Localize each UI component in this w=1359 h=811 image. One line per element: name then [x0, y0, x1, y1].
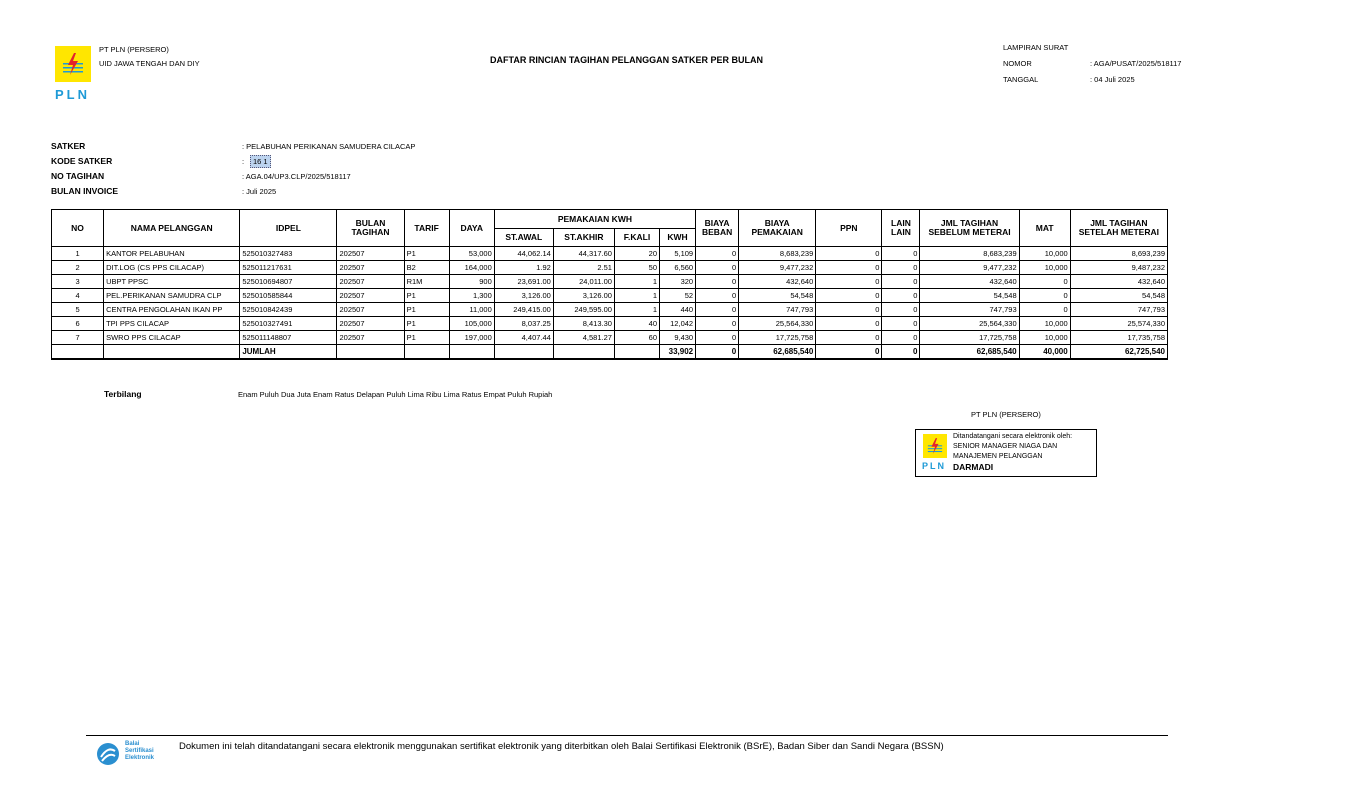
total-cell-empty — [337, 345, 404, 360]
signature-pln-logo-text: PLN — [922, 461, 946, 471]
cell-no: 6 — [52, 317, 104, 331]
satker-label: SATKER — [51, 141, 86, 151]
cell-tarif: P1 — [404, 331, 449, 345]
company-unit: UID JAWA TENGAH DAN DIY — [99, 59, 200, 68]
cell-biaya-beban: 0 — [696, 261, 739, 275]
cell-ppn: 0 — [816, 261, 882, 275]
cell-st-akhir: 8,413.30 — [553, 317, 614, 331]
total-jml-setelah: 62,725,540 — [1070, 345, 1167, 360]
cell-st-akhir: 249,595.00 — [553, 303, 614, 317]
signature-pln-logo-icon — [923, 434, 947, 458]
cell-st-akhir: 2.51 — [553, 261, 614, 275]
cell-daya: 53,000 — [449, 247, 494, 261]
signature-box — [915, 429, 1097, 477]
cell-bulan-tagihan: 202507 — [337, 317, 404, 331]
cell-idpel: 525011148807 — [240, 331, 337, 345]
cell-st-awal: 4,407.44 — [494, 331, 553, 345]
cell-st-akhir: 44,317.60 — [553, 247, 614, 261]
cell-bulan-tagihan: 202507 — [337, 303, 404, 317]
cell-biaya-pemakaian: 432,640 — [739, 275, 816, 289]
bsre-logo-line-1: Balai — [125, 741, 140, 747]
cell-kwh: 52 — [660, 289, 696, 303]
cell-mat: 0 — [1019, 289, 1070, 303]
cell-biaya-pemakaian: 25,564,330 — [739, 317, 816, 331]
cell-lain-lain: 0 — [882, 331, 920, 345]
header-jml-setelah-meterai: JML TAGIHAN SETELAH METERAI — [1070, 210, 1167, 247]
cell-bulan-tagihan: 202507 — [337, 261, 404, 275]
cell-daya: 164,000 — [449, 261, 494, 275]
cell-f-kali: 50 — [614, 261, 659, 275]
cell-kwh: 440 — [660, 303, 696, 317]
nomor-label: NOMOR — [1003, 59, 1032, 68]
cell-st-awal: 1.92 — [494, 261, 553, 275]
cell-idpel: 525011217631 — [240, 261, 337, 275]
signature-line-2: SENIOR MANAGER NIAGA DAN — [953, 443, 1058, 450]
cell-lain-lain: 0 — [882, 261, 920, 275]
cell-tarif: P1 — [404, 317, 449, 331]
table-row — [52, 275, 1168, 289]
cell-kwh: 6,560 — [660, 261, 696, 275]
total-label: JUMLAH — [240, 345, 337, 360]
no-tagihan-value: : AGA.04/UP3.CLP/2025/518117 — [242, 172, 351, 181]
terbilang-label: Terbilang — [104, 389, 142, 399]
cell-no: 5 — [52, 303, 104, 317]
pln-logo-text: PLN — [55, 87, 90, 102]
header-st-awal: ST.AWAL — [494, 229, 553, 247]
cell-idpel: 525010585844 — [240, 289, 337, 303]
cell-no: 4 — [52, 289, 104, 303]
cell-idpel: 525010327491 — [240, 317, 337, 331]
total-cell-empty — [553, 345, 614, 360]
cell-bulan-tagihan: 202507 — [337, 331, 404, 345]
cell-jml-sebelum: 54,548 — [920, 289, 1019, 303]
cell-daya: 105,000 — [449, 317, 494, 331]
cell-jml-setelah: 747,793 — [1070, 303, 1167, 317]
bsre-logo — [96, 741, 166, 767]
cell-st-awal: 23,691.00 — [494, 275, 553, 289]
header-lain-lain: LAIN LAIN — [882, 210, 920, 247]
billing-table — [51, 209, 1168, 360]
cell-lain-lain: 0 — [882, 275, 920, 289]
kode-satker-prefix: : — [242, 157, 245, 166]
cell-tarif: R1M — [404, 275, 449, 289]
cell-ppn: 0 — [816, 303, 882, 317]
cell-f-kali: 20 — [614, 247, 659, 261]
cell-biaya-pemakaian: 9,477,232 — [739, 261, 816, 275]
footer-statement: Dokumen ini telah ditandatangani secara elektronik menggunakan sertifikat elektronik yang diterbitkan oleh Balai Sertifikasi Elektronik (BSrE), Badan Siber dan Sandi Negara (BSSN) — [179, 741, 944, 752]
cell-biaya-beban: 0 — [696, 317, 739, 331]
cell-nama-pelanggan: CENTRA PENGOLAHAN IKAN PP — [104, 303, 240, 317]
cell-f-kali: 40 — [614, 317, 659, 331]
cell-biaya-beban: 0 — [696, 303, 739, 317]
table-row — [52, 247, 1168, 261]
cell-kwh: 9,430 — [660, 331, 696, 345]
cell-ppn: 0 — [816, 275, 882, 289]
cell-lain-lain: 0 — [882, 317, 920, 331]
table-row — [52, 331, 1168, 345]
cell-ppn: 0 — [816, 247, 882, 261]
tanggal-label: TANGGAL — [1003, 75, 1039, 84]
cell-daya: 1,300 — [449, 289, 494, 303]
kode-satker-label: KODE SATKER — [51, 156, 113, 166]
cell-tarif: P1 — [404, 247, 449, 261]
pln-logo — [55, 46, 91, 102]
total-cell-empty — [494, 345, 553, 360]
total-biaya-pemakaian: 62,685,540 — [739, 345, 816, 360]
cell-jml-setelah: 17,735,758 — [1070, 331, 1167, 345]
cell-mat: 0 — [1019, 303, 1070, 317]
total-biaya-beban: 0 — [696, 345, 739, 360]
cell-bulan-tagihan: 202507 — [337, 275, 404, 289]
cell-bulan-tagihan: 202507 — [337, 289, 404, 303]
cell-bulan-tagihan: 202507 — [337, 247, 404, 261]
cell-biaya-beban: 0 — [696, 275, 739, 289]
header-jml-sebelum-meterai: JML TAGIHAN SEBELUM METERAI — [920, 210, 1019, 247]
attachment-label: LAMPIRAN SURAT — [1003, 43, 1069, 52]
header-no: NO — [52, 210, 104, 247]
document-title: DAFTAR RINCIAN TAGIHAN PELANGGAN SATKER PER BULAN — [490, 55, 763, 65]
header-biaya-beban: BIAYA BEBAN — [696, 210, 739, 247]
header-biaya-pemakaian: BIAYA PEMAKAIAN — [739, 210, 816, 247]
table-row — [52, 261, 1168, 275]
cell-st-akhir: 3,126.00 — [553, 289, 614, 303]
header-mat: MAT — [1019, 210, 1070, 247]
header-daya: DAYA — [449, 210, 494, 247]
cell-no: 1 — [52, 247, 104, 261]
cell-kwh: 5,109 — [660, 247, 696, 261]
total-cell-empty — [404, 345, 449, 360]
cell-f-kali: 1 — [614, 289, 659, 303]
nomor-value: : AGA/PUSAT/2025/518117 — [1090, 59, 1182, 68]
cell-lain-lain: 0 — [882, 247, 920, 261]
header-idpel: IDPEL — [240, 210, 337, 247]
cell-jml-setelah: 25,574,330 — [1070, 317, 1167, 331]
company-name: PT PLN (PERSERO) — [99, 45, 169, 54]
total-lain-lain: 0 — [882, 345, 920, 360]
cell-no: 3 — [52, 275, 104, 289]
signature-company: PT PLN (PERSERO) — [971, 410, 1041, 419]
cell-st-akhir: 24,011.00 — [553, 275, 614, 289]
table-row — [52, 317, 1168, 331]
footer-divider — [86, 735, 1168, 736]
cell-jml-sebelum: 25,564,330 — [920, 317, 1019, 331]
table-row — [52, 289, 1168, 303]
cell-jml-setelah: 8,693,239 — [1070, 247, 1167, 261]
cell-biaya-beban: 0 — [696, 331, 739, 345]
cell-f-kali: 1 — [614, 275, 659, 289]
billing-table-body — [52, 247, 1168, 345]
satker-value: : PELABUHAN PERIKANAN SAMUDERA CILACAP — [242, 142, 416, 151]
signature-line-3: MANAJEMEN PELANGGAN — [953, 453, 1043, 460]
cell-jml-setelah: 54,548 — [1070, 289, 1167, 303]
cell-kwh: 320 — [660, 275, 696, 289]
tanggal-value: : 04 Juli 2025 — [1090, 75, 1135, 84]
cell-ppn: 0 — [816, 331, 882, 345]
cell-lain-lain: 0 — [882, 303, 920, 317]
bsre-logo-line-3: Elektronik — [125, 755, 155, 761]
cell-mat: 10,000 — [1019, 317, 1070, 331]
cell-lain-lain: 0 — [882, 289, 920, 303]
cell-tarif: P1 — [404, 303, 449, 317]
cell-biaya-pemakaian: 8,683,239 — [739, 247, 816, 261]
header-ppn: PPN — [816, 210, 882, 247]
cell-jml-sebelum: 9,477,232 — [920, 261, 1019, 275]
cell-idpel: 525010327483 — [240, 247, 337, 261]
cell-jml-sebelum: 8,683,239 — [920, 247, 1019, 261]
header-tarif: TARIF — [404, 210, 449, 247]
cell-tarif: P1 — [404, 289, 449, 303]
total-ppn: 0 — [816, 345, 882, 360]
cell-f-kali: 1 — [614, 303, 659, 317]
cell-nama-pelanggan: TPI PPS CILACAP — [104, 317, 240, 331]
cell-no: 7 — [52, 331, 104, 345]
cell-idpel: 525010842439 — [240, 303, 337, 317]
pln-logo-icon — [55, 46, 91, 82]
cell-no: 2 — [52, 261, 104, 275]
cell-st-awal: 8,037.25 — [494, 317, 553, 331]
cell-daya: 900 — [449, 275, 494, 289]
cell-daya: 11,000 — [449, 303, 494, 317]
cell-f-kali: 60 — [614, 331, 659, 345]
cell-tarif: B2 — [404, 261, 449, 275]
total-mat: 40,000 — [1019, 345, 1070, 360]
cell-mat: 10,000 — [1019, 261, 1070, 275]
signature-name: DARMADI — [953, 462, 994, 472]
cell-st-akhir: 4,581.27 — [553, 331, 614, 345]
cell-biaya-beban: 0 — [696, 247, 739, 261]
cell-nama-pelanggan: UBPT PPSC — [104, 275, 240, 289]
total-cell-empty — [52, 345, 104, 360]
cell-jml-setelah: 432,640 — [1070, 275, 1167, 289]
header-kwh: KWH — [660, 229, 696, 247]
total-kwh: 33,902 — [660, 345, 696, 360]
bulan-invoice-value: : Juli 2025 — [242, 187, 277, 196]
cell-st-awal: 3,126.00 — [494, 289, 553, 303]
header-f-kali: F.KALI — [614, 229, 659, 247]
cell-biaya-pemakaian: 747,793 — [739, 303, 816, 317]
cell-ppn: 0 — [816, 289, 882, 303]
cell-biaya-beban: 0 — [696, 289, 739, 303]
cell-idpel: 525010694807 — [240, 275, 337, 289]
header-st-akhir: ST.AKHIR — [553, 229, 614, 247]
cell-nama-pelanggan: PEL.PERIKANAN SAMUDRA CLP — [104, 289, 240, 303]
cell-biaya-pemakaian: 17,725,758 — [739, 331, 816, 345]
bulan-invoice-label: BULAN INVOICE — [51, 186, 119, 196]
cell-nama-pelanggan: DIT.LOG (CS PPS CILACAP) — [104, 261, 240, 275]
cell-jml-sebelum: 432,640 — [920, 275, 1019, 289]
total-jml-sebelum: 62,685,540 — [920, 345, 1019, 360]
cell-ppn: 0 — [816, 317, 882, 331]
signature-line-1: Ditandatangani secara elektronik oleh: — [953, 433, 1073, 440]
terbilang-value: Enam Puluh Dua Juta Enam Ratus Delapan Puluh Lima Ribu Lima Ratus Empat Puluh Rupiah — [238, 390, 553, 399]
header-pemakaian-kwh: PEMAKAIAN KWH — [494, 210, 695, 229]
header-bulan-tagihan: BULAN TAGIHAN — [337, 210, 404, 247]
cell-mat: 10,000 — [1019, 331, 1070, 345]
total-cell-empty — [104, 345, 240, 360]
kode-satker-value: 16 1 — [250, 155, 271, 168]
bsre-logo-icon — [96, 742, 120, 766]
cell-mat: 10,000 — [1019, 247, 1070, 261]
cell-st-awal: 44,062.14 — [494, 247, 553, 261]
cell-jml-sebelum: 747,793 — [920, 303, 1019, 317]
table-row — [52, 303, 1168, 317]
cell-jml-sebelum: 17,725,758 — [920, 331, 1019, 345]
header-nama-pelanggan: NAMA PELANGGAN — [104, 210, 240, 247]
total-cell-empty — [449, 345, 494, 360]
bsre-logo-line-2: Sertifikasi — [125, 748, 154, 754]
cell-st-awal: 249,415.00 — [494, 303, 553, 317]
cell-kwh: 12,042 — [660, 317, 696, 331]
cell-nama-pelanggan: KANTOR PELABUHAN — [104, 247, 240, 261]
cell-biaya-pemakaian: 54,548 — [739, 289, 816, 303]
cell-jml-setelah: 9,487,232 — [1070, 261, 1167, 275]
no-tagihan-label: NO TAGIHAN — [51, 171, 105, 181]
cell-daya: 197,000 — [449, 331, 494, 345]
table-total-row — [52, 345, 1168, 360]
cell-mat: 0 — [1019, 275, 1070, 289]
cell-nama-pelanggan: SWRO PPS CILACAP — [104, 331, 240, 345]
total-cell-empty — [614, 345, 659, 360]
